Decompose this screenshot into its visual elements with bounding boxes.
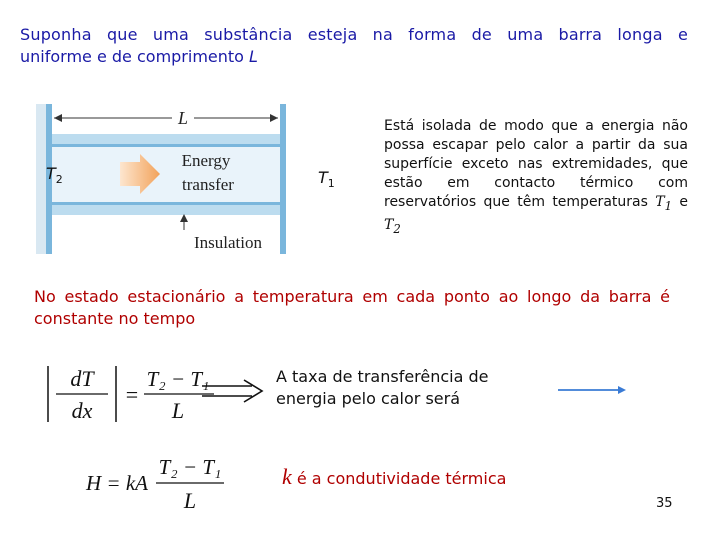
left-reservoir	[36, 104, 46, 254]
intro-line-1: Suponha que uma substância esteja na forma de uma barra longa e	[20, 25, 688, 44]
length-denominator: L	[171, 398, 185, 423]
equals-sign: =	[125, 382, 139, 407]
insulation-label: Insulation	[194, 233, 262, 252]
energy-label: Energy	[181, 151, 231, 170]
bottom-insulation	[52, 205, 280, 215]
heat-rate-denominator: L	[183, 488, 197, 513]
intro-line-2	[20, 46, 258, 68]
dT-symbol: dT	[70, 366, 94, 391]
rate-description: A taxa de transferência de energia pelo calor será	[276, 367, 489, 408]
temperature-difference: T₂ − T₁	[146, 367, 210, 391]
temperature-t1-label: $T_1$	[318, 168, 335, 191]
top-insulation	[52, 134, 280, 144]
length-arrow-left	[54, 114, 62, 122]
heat-rate-equation	[84, 450, 284, 516]
temperature-t2-label: $T_2$	[46, 164, 63, 187]
isolation-description: Está isolada de modo que a energia não possa escapar pelo calor a partir da sua superfície exceto nas extremidades, que estão em contacto térmico com reservatórios que têm temperaturas $T_1$ e $T_2$	[384, 118, 688, 236]
length-label: L	[177, 108, 189, 128]
implies-arrow-icon	[200, 378, 266, 404]
transfer-label: transfer	[182, 175, 234, 194]
conductivity-definition	[282, 464, 506, 490]
intro-line-2-text: uniforme e de comprimento	[20, 47, 250, 66]
rod	[52, 147, 280, 202]
conductivity-text: é a condutividade térmica	[291, 469, 507, 488]
intro-length-var: L	[249, 47, 258, 66]
k-symbol: k	[282, 464, 292, 489]
right-arrow-icon	[556, 380, 636, 400]
dx-symbol: dx	[71, 398, 93, 423]
page-number: 35	[656, 496, 673, 511]
insulated-rod-figure	[36, 104, 286, 254]
length-arrow-right	[270, 114, 278, 122]
heat-rate-lhs: H = kA	[86, 471, 148, 495]
steady-state-text: No estado estacionário a temperatura em cada ponto ao longo da barra é constante no tempo	[34, 287, 670, 328]
right-wall	[280, 104, 286, 254]
heat-rate-numerator: T₂ − T₁	[158, 455, 222, 479]
